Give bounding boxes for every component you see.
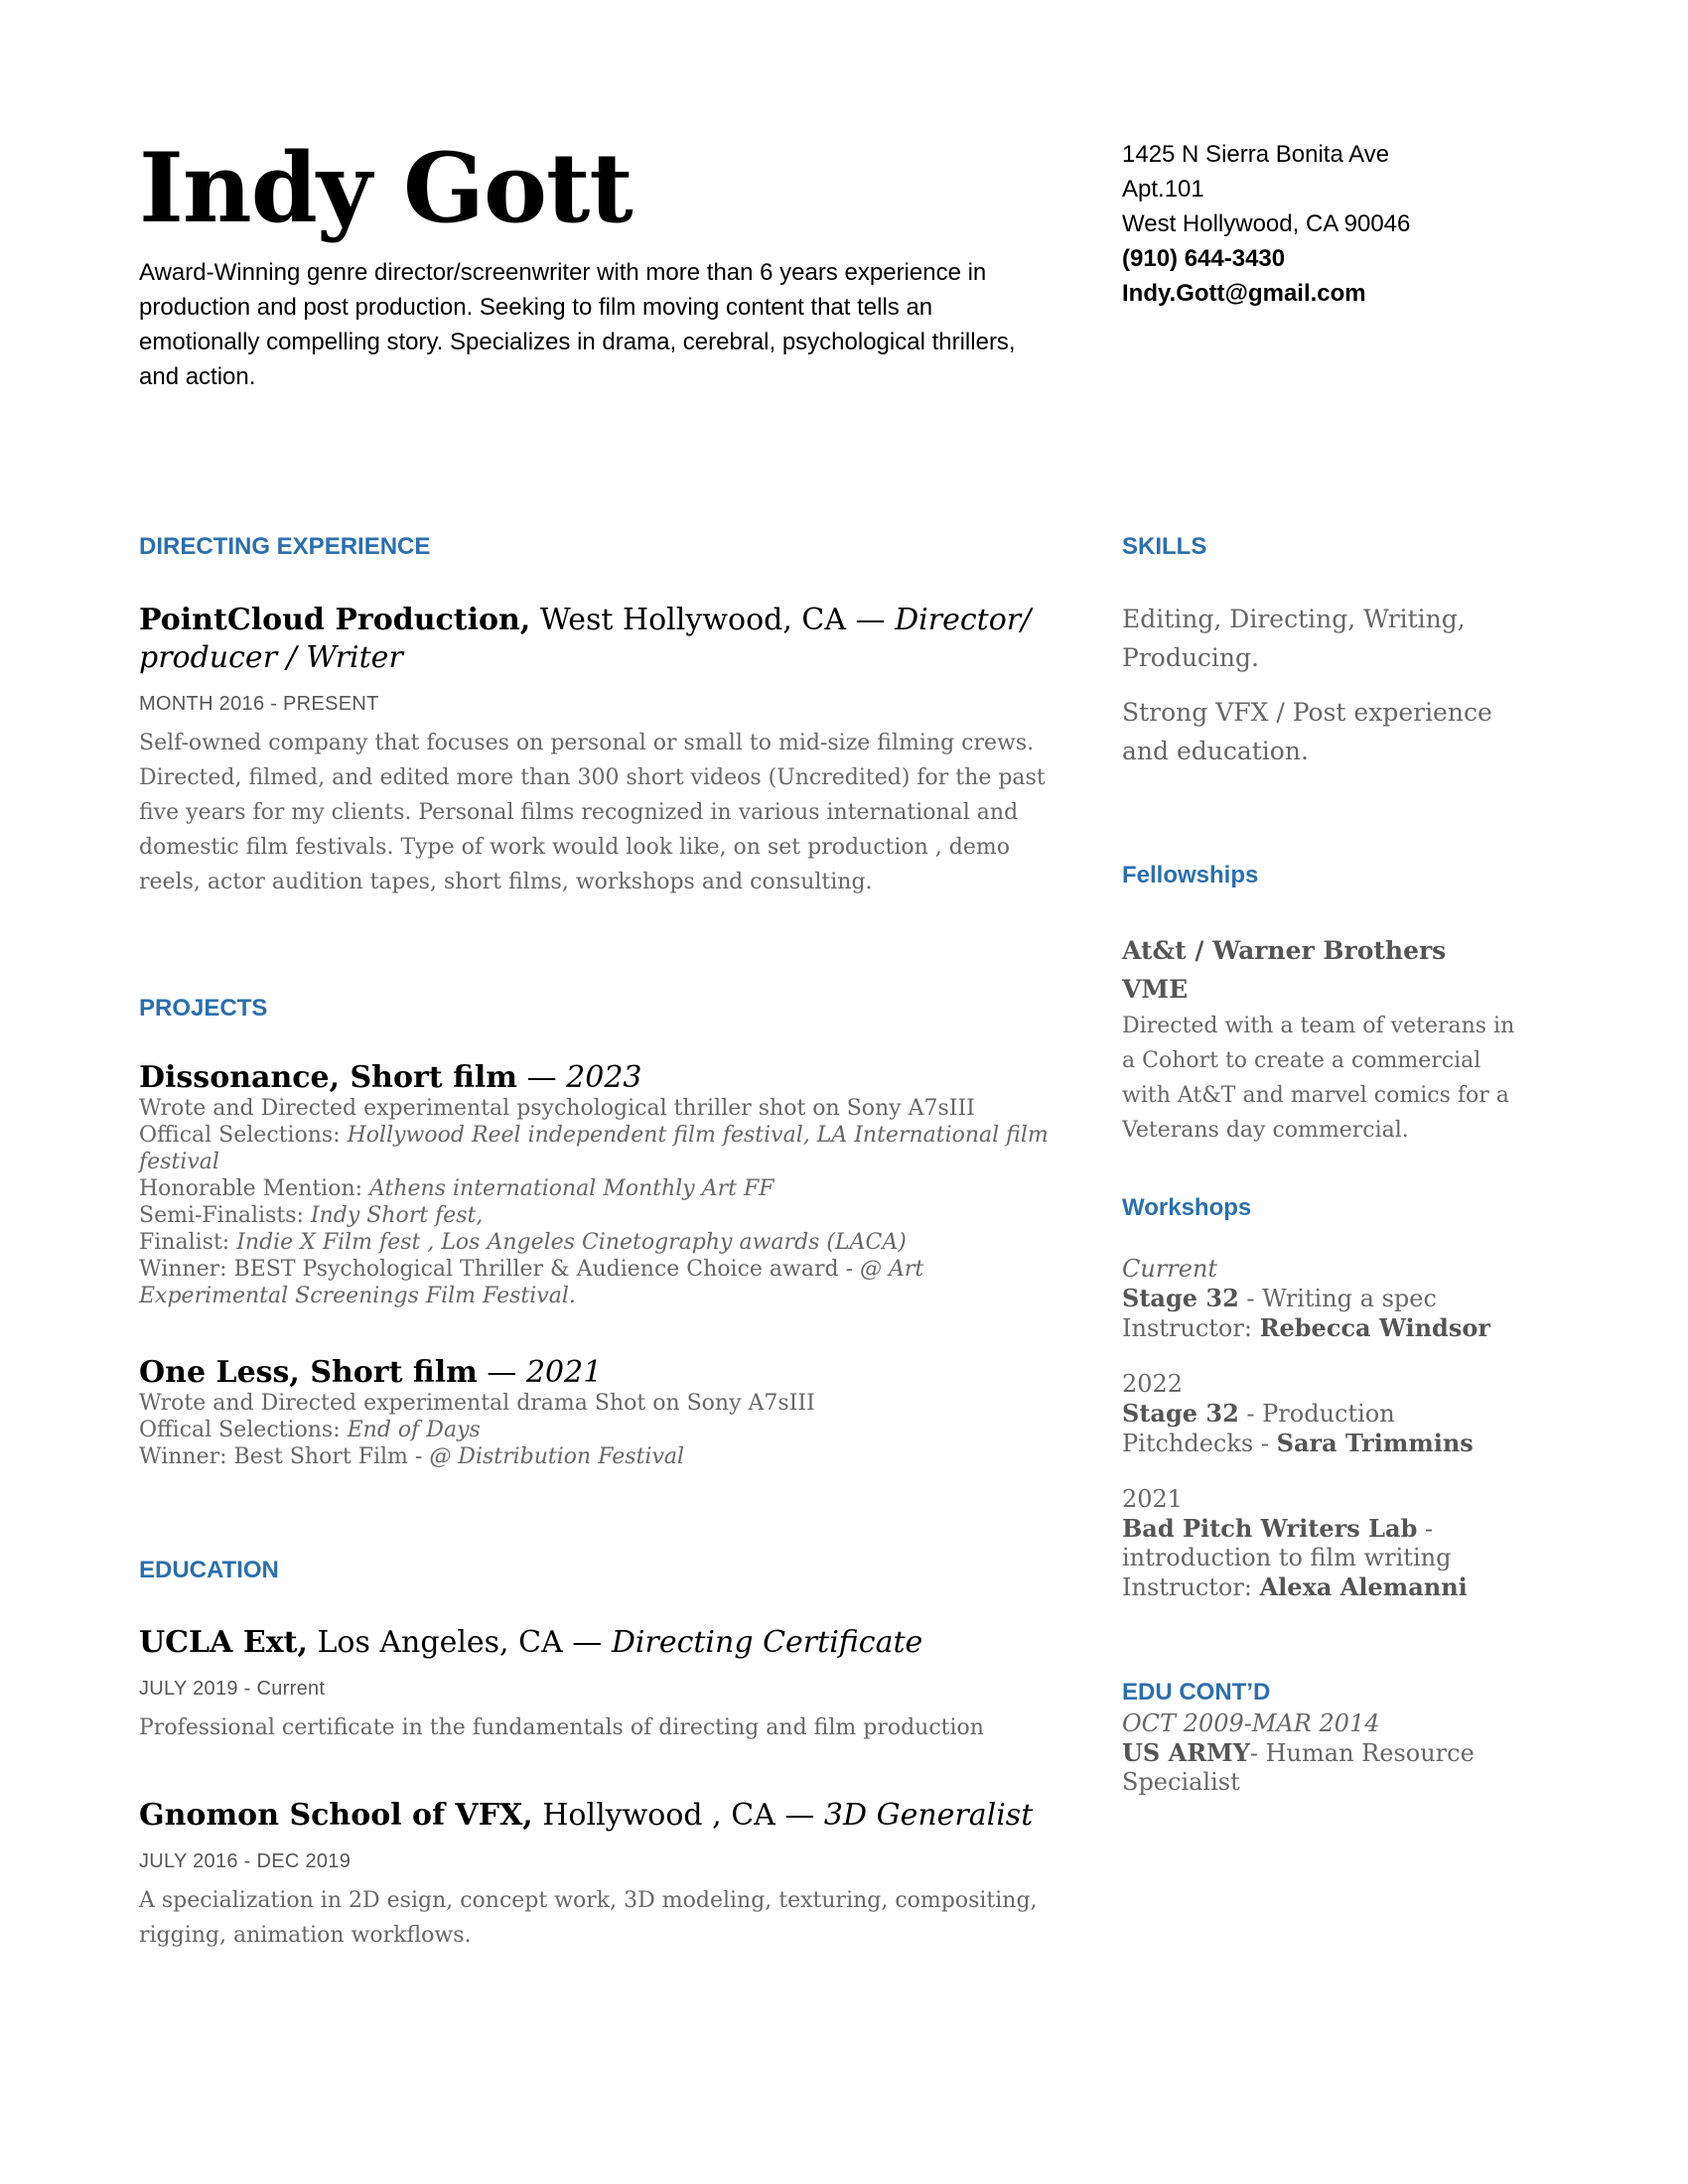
school-location: Los Angeles, CA — [307, 1625, 612, 1660]
workshop-when: Current [1122, 1255, 1218, 1283]
edu-title [139, 1797, 1053, 1835]
edu-contd-entry [1122, 1709, 1519, 1797]
address-line-2: Apt.101 [1122, 176, 1204, 203]
workshop-desc: - Writing a spec [1238, 1285, 1437, 1312]
skill-item: Editing, Directing, Writing, Producing. [1122, 605, 1466, 672]
semifinal-value: Indy Short fest, [310, 1203, 484, 1228]
workshop-3 [1122, 1485, 1519, 1602]
education-heading: EDUCATION [139, 1557, 279, 1583]
fellowship-title: At&t / Warner Brothers VME [1122, 936, 1447, 1004]
winner-value: @ Art Experimental Screenings Film Festival. [139, 1257, 924, 1308]
project-year: 2021 [525, 1355, 603, 1390]
workshop-when: 2022 [1122, 1370, 1184, 1398]
skill-item: Strong VFX / Post experience and education. [1122, 698, 1492, 765]
project-winner [139, 1443, 1053, 1470]
project-title [139, 1061, 1053, 1095]
edu-contd-role: - Human Resource Specialist [1122, 1739, 1475, 1796]
workshop-desc: - introduction to film writing [1122, 1515, 1452, 1571]
project-year: 2023 [566, 1060, 642, 1095]
address-line-3: West Hollywood, CA 90046 [1122, 210, 1411, 237]
instructor-label: Instructor: [1122, 1314, 1260, 1342]
edu-dates: JULY 2016 - DEC 2019 [139, 1850, 352, 1872]
winner-label: Winner: BEST Psychological Thriller & Audience Choice award - [139, 1257, 861, 1282]
project-line: Wrote and Directed experimental psychological thriller shot on Sony A7sIII [139, 1096, 975, 1121]
directing-entry [139, 602, 1053, 899]
workshops-heading: Workshops [1122, 1194, 1252, 1221]
instructor-name: Rebecca Windsor [1259, 1313, 1491, 1342]
summary: Award-Winning genre director/screenwriter with more than 6 years experience in production and post production. Seeking to film moving content that tells an emotionally compelling story. Specializes in drama, cerebral, psychological thrillers, and action. [139, 258, 1016, 390]
project-name: One Less, Short film [139, 1355, 478, 1390]
edu-description: A specialization in 2D esign, concept work, 3D modeling, texturing, compositing, rigging, animation workflows. [139, 1888, 1038, 1948]
finalist-value: Indie X Film fest , Los Angeles Cinetography awards (LACA) [236, 1230, 907, 1255]
title-dash: — [517, 1060, 567, 1095]
projects-heading: PROJECTS [139, 995, 268, 1022]
instructor-name: Sara Trimmins [1276, 1429, 1474, 1457]
project-title [139, 1356, 1053, 1390]
workshop-org: Stage 32 [1122, 1399, 1239, 1428]
program-name: 3D Generalist [823, 1798, 1034, 1833]
fellowship-entry [1122, 931, 1519, 1148]
instructor-name: Alexa Alemanni [1259, 1572, 1468, 1601]
project-name: Dissonance, Short film [139, 1060, 518, 1095]
email[interactable]: Indy.Gott@gmail.com [1122, 280, 1366, 307]
project-line: Wrote and Directed experimental drama Shot on Sony A7sIII [139, 1391, 815, 1416]
contact-block [1122, 137, 1539, 311]
education-gnomon [139, 1797, 1053, 1953]
skills-heading: SKILLS [1122, 533, 1207, 560]
project-finalist [139, 1229, 1053, 1256]
honorable-value: Athens international Monthly Art FF [369, 1176, 774, 1201]
selections-value: End of Days [347, 1418, 481, 1442]
project-selections [139, 1417, 1053, 1443]
workshop-org: Stage 32 [1122, 1284, 1239, 1312]
honorable-label: Honorable Mention: [139, 1176, 370, 1201]
project-semifinal [139, 1202, 1053, 1229]
workshop-2 [1122, 1370, 1519, 1458]
job-title [139, 602, 1053, 677]
school-name: Gnomon School of VFX, [139, 1798, 533, 1833]
winner-label: Winner: Best Short Film - [139, 1444, 430, 1469]
edu-contd-org: US ARMY [1122, 1738, 1250, 1767]
job-dates: MONTH 2016 - PRESENT [139, 693, 379, 715]
edu-description: Professional certificate in the fundamentals of directing and film production [139, 1715, 984, 1740]
header-left [139, 132, 1053, 394]
selections-value: Hollywood Reel independent film festival, LA International film festival [139, 1123, 1049, 1174]
address-line-1: 1425 N Sierra Bonita Ave [1122, 141, 1390, 168]
job-description: Self-owned company that focuses on personal or small to mid-size filming crews. Directed, filmed, and edited more than 300 short videos (Uncredited) for the past five years for my clients. Personal films recognized in various international and domestic film festivals. Type of work would look like, on set production , demo reels, actor audition tapes, short films, workshops and consulting. [139, 731, 1046, 894]
project-selections [139, 1122, 1053, 1175]
title-dash: — [477, 1355, 526, 1390]
workshop-when: 2021 [1122, 1485, 1184, 1513]
winner-value: @ Distribution Festival [429, 1444, 685, 1469]
program-name: Directing Certificate [611, 1625, 923, 1660]
project-winner [139, 1256, 1053, 1309]
directing-heading: DIRECTING EXPERIENCE [139, 533, 431, 560]
edu-contd-heading: EDU CONT’D [1122, 1679, 1271, 1706]
fellowships-heading: Fellowships [1122, 862, 1259, 888]
school-name: UCLA Ext, [139, 1625, 308, 1660]
edu-contd-dates: OCT 2009-MAR 2014 [1122, 1709, 1380, 1737]
project-one-less [139, 1356, 1053, 1470]
skills-list [1122, 600, 1519, 770]
fellowship-description: Directed with a team of veterans in a Cohort to create a commercial with At&T and marvel comics for a Veterans day commercial. [1122, 1014, 1515, 1143]
instructor-label: Instructor: [1122, 1573, 1260, 1601]
workshop-1 [1122, 1255, 1519, 1343]
edu-dates: JULY 2019 - Current [139, 1678, 326, 1700]
job-role: Director/ producer / Writer [139, 603, 1032, 675]
project-dissonance [139, 1061, 1053, 1309]
school-location: Hollywood , CA — [532, 1798, 824, 1833]
workshop-org: Bad Pitch Writers Lab [1122, 1514, 1418, 1543]
edu-title [139, 1624, 1053, 1662]
workshop-desc: - Production Pitchdecks - [1122, 1400, 1395, 1457]
phone: (910) 644-3430 [1122, 245, 1286, 272]
finalist-label: Finalist: [139, 1230, 237, 1255]
project-honorable [139, 1175, 1053, 1202]
selections-label: Offical Selections: [139, 1418, 348, 1442]
company-name: PointCloud Production, [139, 603, 531, 637]
candidate-name: Indy Gott [139, 132, 633, 244]
company-location: West Hollywood, CA — [530, 603, 896, 637]
education-ucla [139, 1624, 1053, 1745]
selections-label: Offical Selections: [139, 1123, 348, 1148]
semifinal-label: Semi-Finalists: [139, 1203, 311, 1228]
